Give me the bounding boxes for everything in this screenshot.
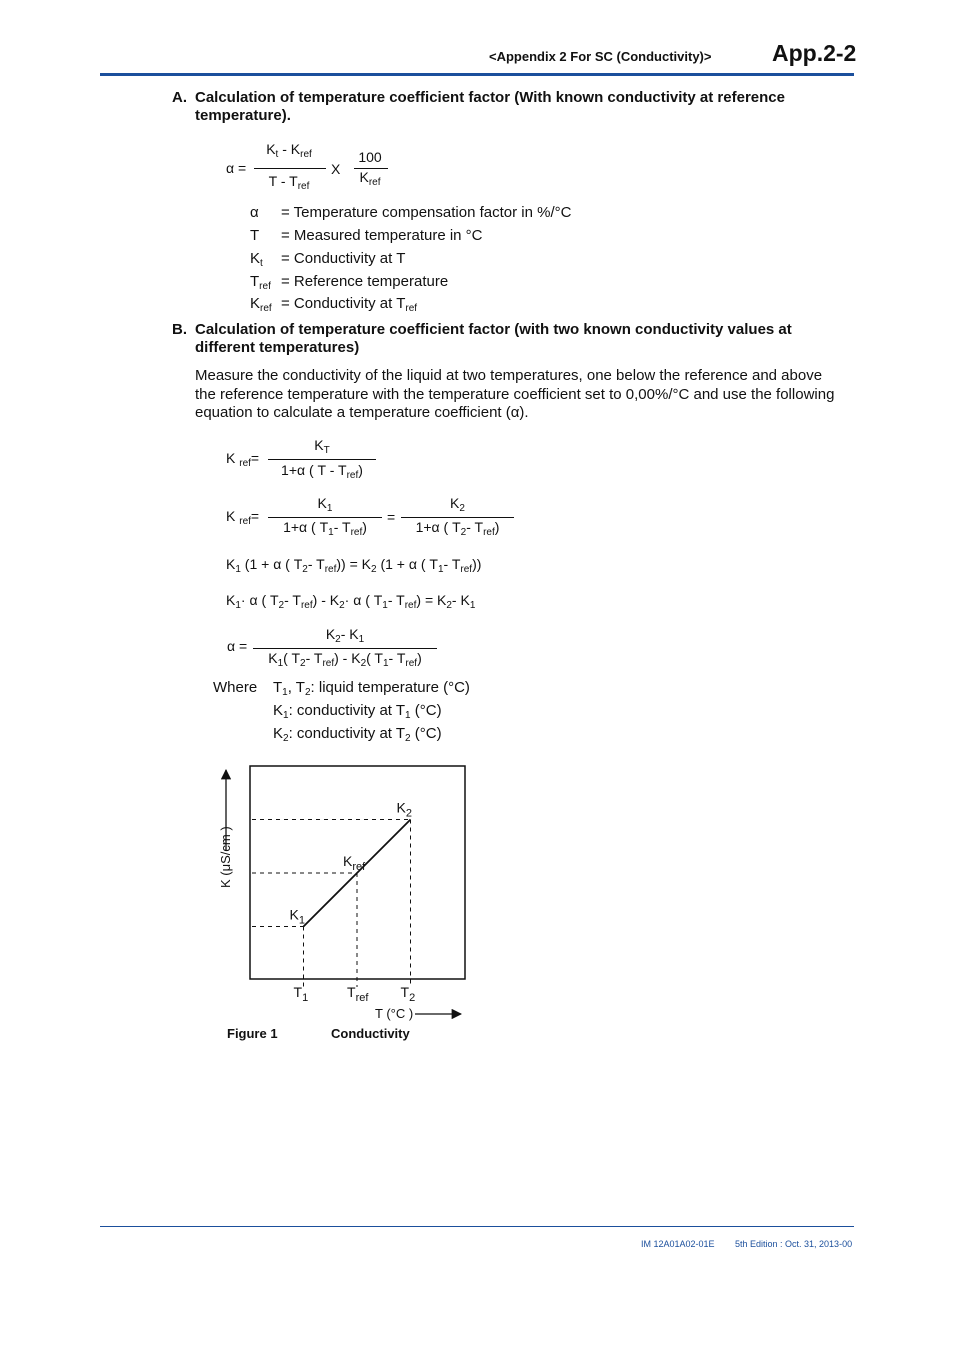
- def-symbol: $K_t$: [250, 250, 263, 269]
- def-description: = Conductivity at $T_{ref}$: [281, 295, 418, 314]
- section-b-paragraph: Measure the conductivity of the liquid at two temperatures, one below the reference and above the reference temperature with the temperature coefficient set to 0,00%/°C and use the following equation to calculate a temperature coefficient (α).: [195, 367, 835, 421]
- footer-document-id: IM 12A01A02-01E: [641, 1239, 715, 1249]
- def-description: = Measured temperature in °C: [281, 227, 483, 244]
- header-section-title: <Appendix 2 For SC (Conductivity)>: [489, 49, 712, 64]
- formula-a-denominator: T - $T_{ref}$: [268, 173, 310, 192]
- eq5-numerator: $K_2-$ $K_1$: [325, 626, 365, 645]
- def-description: = Temperature compensation factor in %/°C: [281, 204, 572, 221]
- eq2-fraction-bar-1: [268, 517, 382, 518]
- header-rule: [100, 73, 854, 76]
- formula-a-den2: $K_{ref}$: [359, 169, 381, 188]
- x-axis-label: T (°C ): [375, 1006, 414, 1021]
- figure-marks: [252, 800, 415, 1005]
- equation-3: $K_1$ (1 + α ( $T_2-$ $T_{ref})) = K_2$ (1 + α ( $T_1-$ $T_{ref}$)): [226, 556, 482, 575]
- formula-a-times: X: [331, 161, 341, 177]
- point-label: $K_1$: [289, 906, 305, 927]
- def-description: = Conductivity at T: [281, 250, 406, 267]
- where-line-1: $T_1$, $T_2$: liquid temperature (°C): [273, 679, 470, 698]
- tick-label: $T_{ref}$: [347, 984, 369, 1004]
- def-symbol: $K_{ref}$: [250, 295, 272, 314]
- section-b-letter: B.: [172, 321, 187, 338]
- eq2-equals: =: [387, 509, 396, 525]
- formula-a-lhs: α =: [226, 160, 247, 176]
- eq5-fraction-bar: [253, 648, 437, 649]
- conductivity-figure: [200, 760, 480, 1030]
- section-a-title: Calculation of temperature coefficient factor (With known conductivity at reference temperature).: [195, 89, 785, 124]
- eq2-denominator-2: 1+α ( $T_2-$ $T_{ref}$): [415, 519, 500, 538]
- eq2-lhs: K $_{ref}$=: [226, 508, 260, 527]
- formula-a-numerator: $K_t - K_{ref}$: [266, 141, 312, 160]
- footer-rule: [100, 1226, 854, 1227]
- tick-label: $T_1$: [293, 984, 309, 1004]
- eq1-fraction-bar: [268, 459, 376, 460]
- def-symbol: $T_{ref}$: [250, 273, 271, 292]
- eq1-lhs: K $_{ref}$=: [226, 450, 260, 469]
- equation-4: $K_1\cdot \alpha$ ( $T_2-$ $T_{ref}) - K_2\cdot \alpha$ ( $T_1-$ $T_{ref}) = K_2-$ $K_1$: [226, 592, 476, 611]
- y-axis-label: K (μS/cm ): [218, 826, 233, 888]
- eq2-denominator-1: 1+α ( $T_1-$ $T_{ref}$): [283, 519, 367, 538]
- section-b-title: Calculation of temperature coefficient factor (with two known conductivity values at different temperatures): [195, 321, 792, 356]
- point-label: $K_2$: [396, 799, 412, 820]
- where-line-3: $K_2$: conductivity at $T_2$ (°C): [273, 725, 442, 744]
- figure-caption: Conductivity: [331, 1026, 410, 1041]
- eq5-denominator: $K_1$( $T_2-$ $T_{ref}) - K_2$( $T_1-$ $T_{ref}$): [268, 650, 422, 669]
- eq2-numerator-2: $K_2$: [450, 495, 465, 514]
- section-a-letter: A.: [172, 89, 187, 106]
- def-description: = Reference temperature: [281, 273, 449, 290]
- footer-edition: 5th Edition : Oct. 31, 2013-00: [735, 1239, 853, 1249]
- page-number: App.2-2: [772, 40, 857, 66]
- eq1-numerator: $K_T$: [314, 437, 330, 456]
- tick-label: $T_2$: [400, 984, 416, 1004]
- point-label: $K_{ref}$: [343, 853, 366, 873]
- formula-a-fraction-bar: [254, 168, 326, 169]
- where-label: Where: [213, 679, 258, 696]
- eq2-numerator-1: $K_1$: [317, 495, 333, 514]
- formula-a-num2: 100: [358, 149, 382, 165]
- eq2-fraction-bar-2: [401, 517, 514, 518]
- eq5-lhs: α =: [227, 638, 248, 654]
- def-symbol: T: [250, 227, 260, 244]
- eq1-denominator: 1+α ( T - $T_{ref}$): [281, 462, 363, 481]
- def-symbol: α: [250, 204, 259, 221]
- where-line-2: $K_1$: conductivity at $T_1$ (°C): [273, 702, 442, 721]
- figure-number: Figure 1: [227, 1026, 278, 1041]
